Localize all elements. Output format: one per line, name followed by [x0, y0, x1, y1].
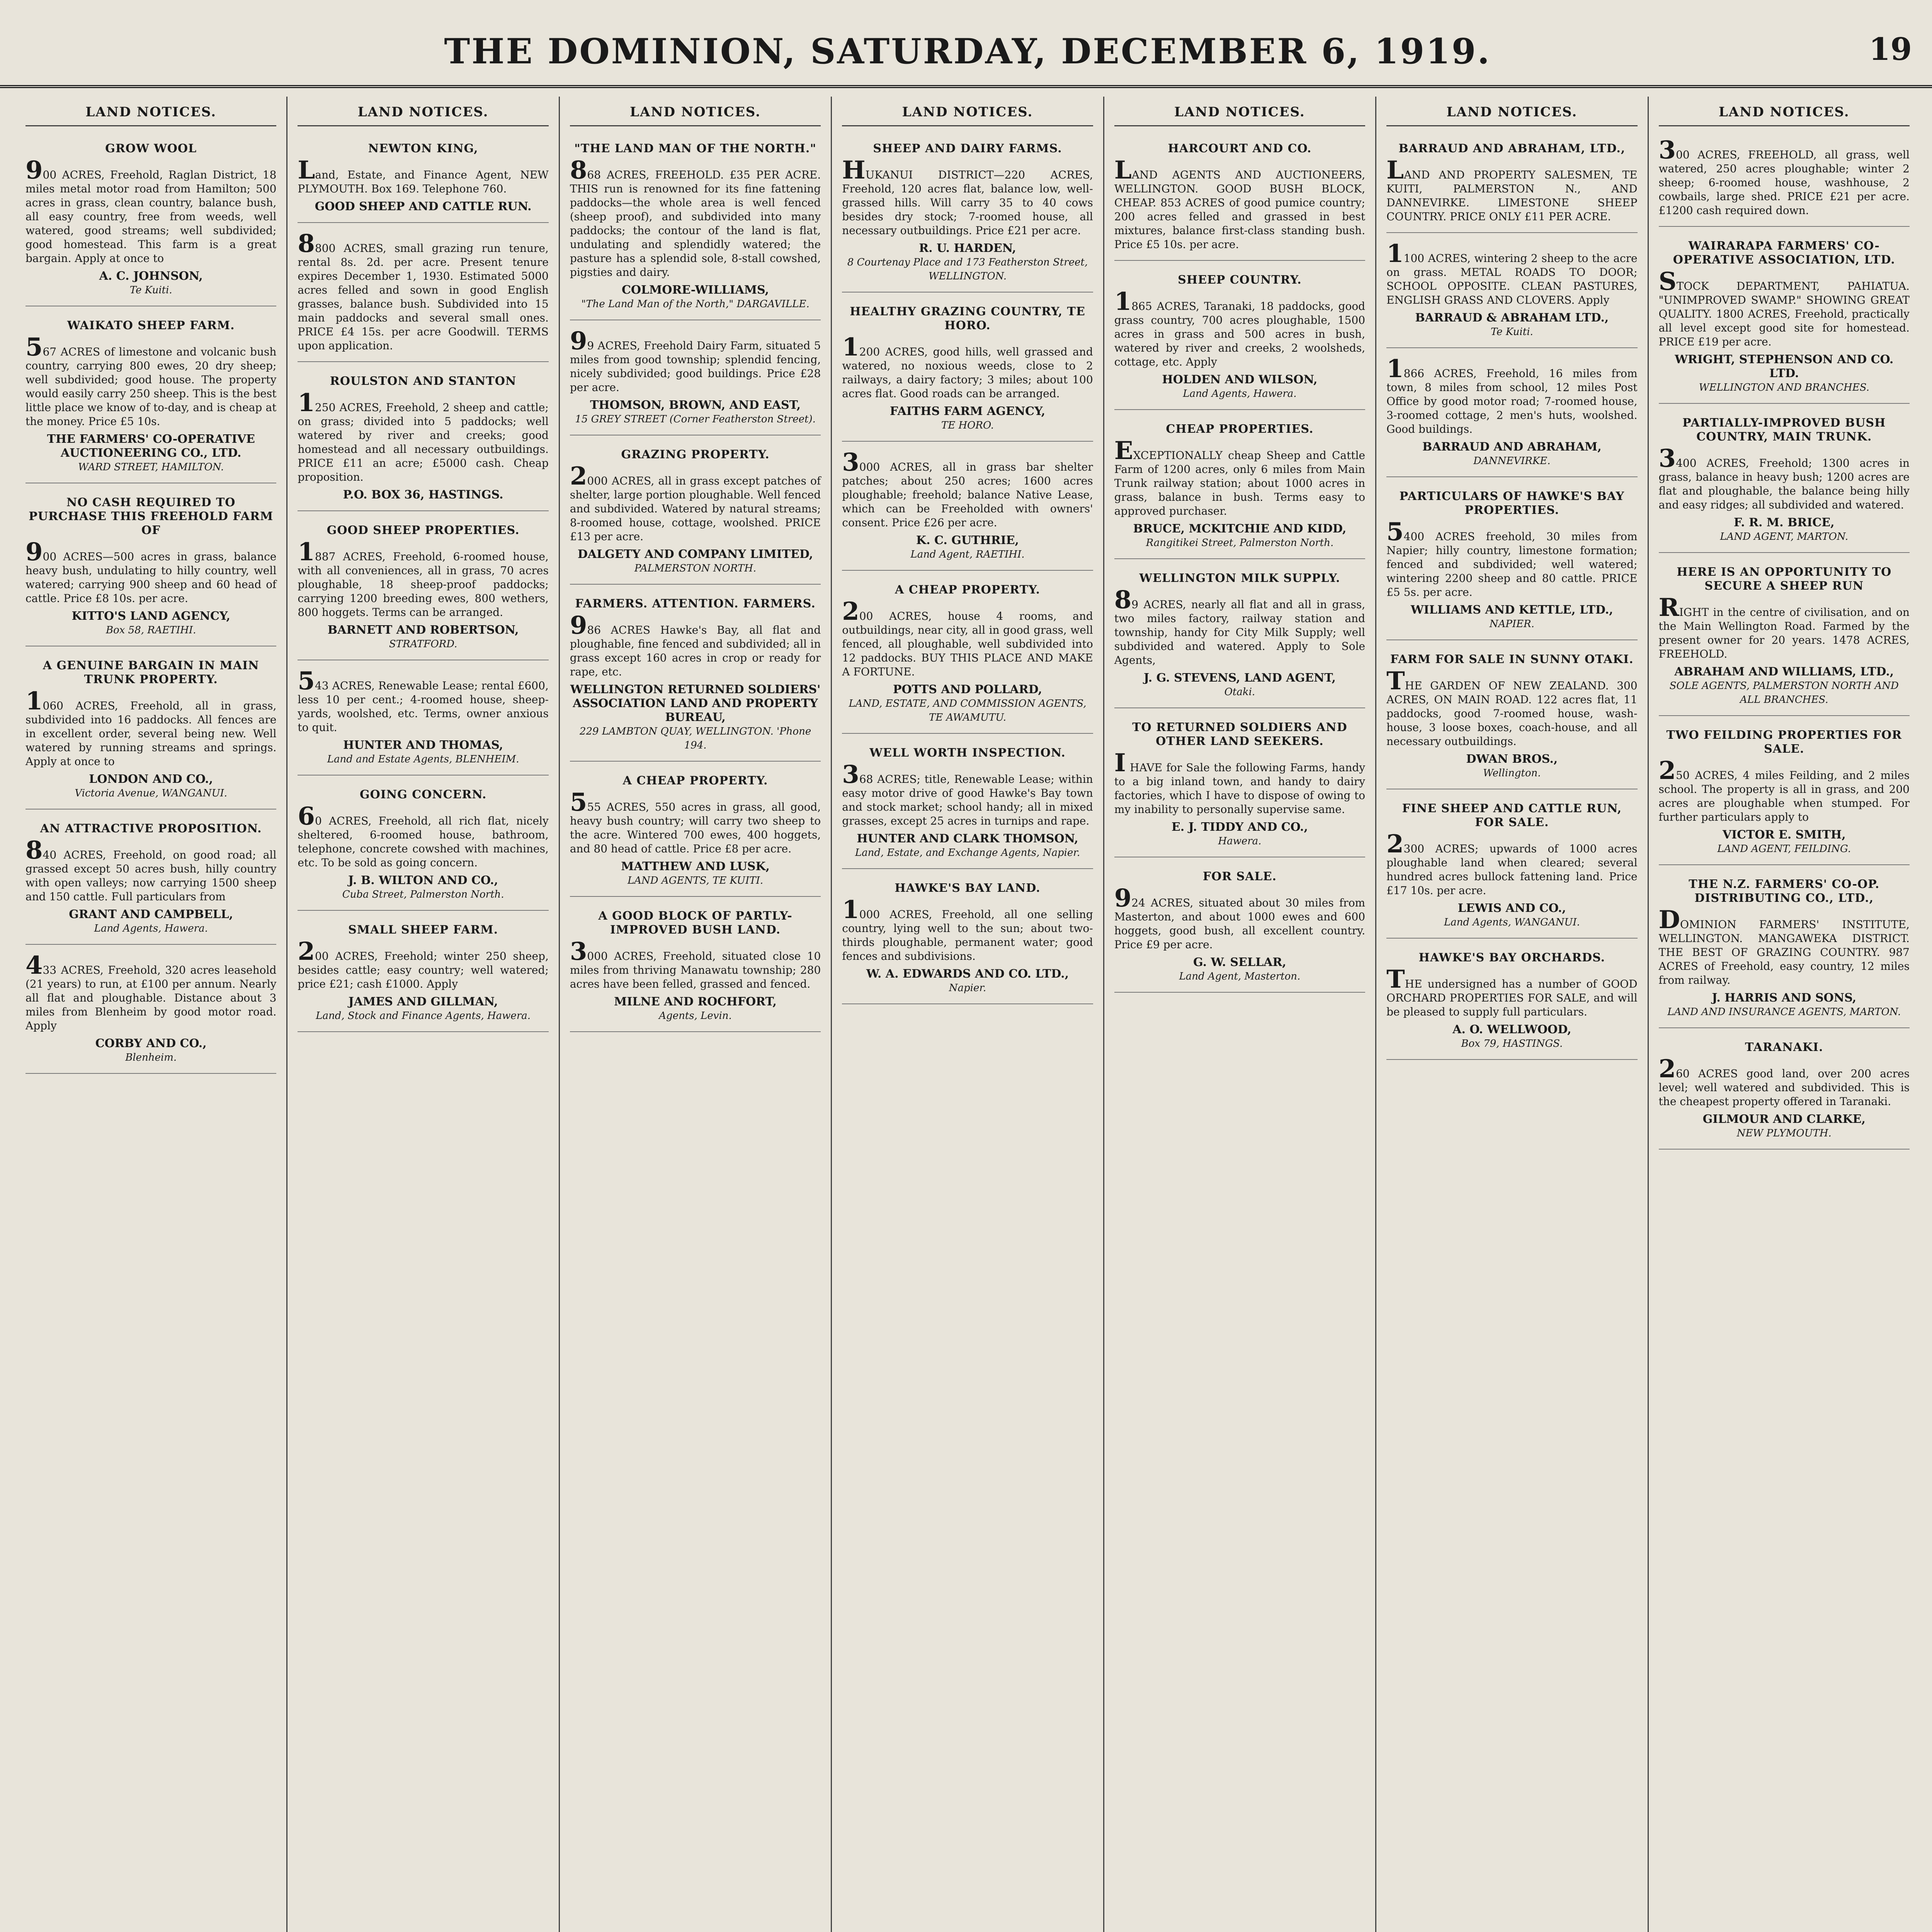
ad-agent: J. G. STEVENS, LAND AGENT, [1143, 671, 1336, 685]
ad-body: 1865 ACRES, Taranaki, 18 paddocks, good grass country, 700 acres ploughable, 1500 acres in grass and 500 acres in bush, watered by river and creeks, 2 woolsheds, cottage, etc. Apply [1114, 287, 1366, 368]
ad-body: 60 ACRES, Freehold, all rich flat, nicely sheltered, 6-roomed house, bathroom, telephone, concrete cowshed with machines, etc. To be sold as going concern. [298, 802, 549, 869]
ad-address: 15 GREY STREET (Corner Featherston Street). [575, 413, 816, 425]
ad-title: GROW WOOL [105, 142, 197, 155]
ad-title: HEALTHY GRAZING COUNTRY, TE HORO. [850, 305, 1085, 332]
ad-title: PARTICULARS OF HAWKE'S BAY PROPERTIES. [1399, 490, 1624, 517]
advertisement [570, 590, 821, 762]
ad-body: 555 ACRES, 550 acres in grass, all good, heavy bush country; will carry two sheep to the acre. Wintered 700 ewes, 400 hoggets, and 80 head of cattle. Price £8 per acre. [570, 788, 821, 855]
ad-body: RIGHT in the centre of civilisation, and on the Main Wellington Road. Farmed by the present owner for 20 years. 1478 ACRES, FREEHOLD. [1658, 593, 1910, 660]
column-1 [15, 97, 287, 1932]
ad-body: 1200 ACRES, good hills, well grassed and watered, no noxious weeds, close to 2 railways, a dairy factory; 3 miles; about 100 acres flat. Good roads can be arranged. [842, 333, 1093, 400]
advertisement [26, 312, 276, 483]
column-4 [832, 97, 1104, 1932]
ad-body: 3400 ACRES, Freehold; 1300 acres in grass, balance in heavy bush; 1200 acres are flat and ploughable, the balance being hilly and easy ridges; all subdivided and watered. [1658, 444, 1910, 511]
page-number: 19 [1869, 31, 1912, 67]
advertisement [298, 135, 548, 223]
ad-agent: BARRAUD & ABRAHAM LTD., [1415, 311, 1609, 325]
column-heading: LAND NOTICES. [1386, 104, 1637, 126]
ad-address: Land Agents, Hawera. [1183, 388, 1297, 400]
ad-address: 8 Courtenay Place and 173 Featherston Street, WELLINGTON. [847, 257, 1088, 282]
ad-body: 868 ACRES, FREEHOLD. £35 PER ACRE. THIS run is renowned for its fine fattening paddocks—the whole area is well fenced (sheep proof), and subdivided into many paddocks; the contour of the land is flat, undulating and splendidly watered; the pasture has a splendid sole, 8-stall cowshed, pigsties and dairy. [570, 156, 821, 279]
ad-body: I HAVE for Sale the following Farms, handy to a big inland town, and handy to dairy factories, which I have to dispose of owing to my inability to personally supervise same. [1114, 748, 1366, 816]
ad-title: BARRAUD AND ABRAHAM, LTD., [1398, 142, 1626, 155]
ad-address: Te Kuiti. [1490, 326, 1533, 338]
column-7 [1649, 97, 1920, 1932]
ad-title: "THE LAND MAN OF THE NORTH." [574, 142, 816, 155]
ad-agent: LONDON AND CO., [89, 772, 213, 786]
ad-body: 1250 ACRES, Freehold, 2 sheep and cattle; on grass; divided into 5 paddocks; well watered by river and creeks; good homestead and all necessary outbuildings. PRICE £11 an acre; £5000 cash. Cheap proposition. [298, 388, 549, 483]
ad-body: 2000 ACRES, all in grass except patches of shelter, large portion ploughable. Well fenced and subdivided. Watered by natural streams; 8-roomed house, cottage, woolshed. PRICE £13 per acre. [570, 462, 821, 543]
ad-agent: WRIGHT, STEPHENSON AND CO. LTD. [1675, 353, 1894, 380]
ad-title: SHEEP AND DAIRY FARMS. [873, 142, 1062, 155]
ad-address: Napier. [949, 982, 986, 994]
advertisement [1114, 415, 1365, 559]
ad-agent: BARRAUD AND ABRAHAM, [1422, 440, 1602, 454]
ad-address: Land Agent, Masterton. [1179, 971, 1301, 982]
advertisement [1114, 135, 1365, 261]
advertisement [1386, 354, 1637, 477]
ad-body: STOCK DEPARTMENT, PAHIATUA. "UNIMPROVED SWAMP." SHOWING GREAT QUALITY. 1800 ACRES, Freehold, practically all level except good site for homestead. PRICE £19 per acre. [1658, 267, 1910, 348]
masthead-title: THE DOMINION, SATURDAY, DECEMBER 6, 1919. [444, 31, 1491, 72]
ad-title: FARM FOR SALE IN SUNNY OTAKI. [1390, 653, 1634, 666]
advertisement [26, 815, 276, 945]
ad-agent: W. A. EDWARDS AND CO. LTD., [866, 967, 1069, 981]
ad-title: HARCOURT AND CO. [1168, 142, 1312, 155]
ad-body: THE GARDEN OF NEW ZEALAND. 300 ACRES, ON MAIN ROAD. 122 acres flat, 11 paddocks, good 7-roomed house, wash-house, 3 loose boxes, coach-house, and all necessary outbuildings. [1386, 667, 1638, 748]
advertisement [1659, 135, 1910, 227]
ad-body: 1060 ACRES, Freehold, all in grass, subdivided into 16 paddocks. All fences are in excellent order, several being new. Well watered by running streams and springs. Apply at once to [26, 687, 277, 768]
ad-body: DOMINION FARMERS' INSTITUTE, WELLINGTON. MANGAWEKA DISTRICT. THE BEST OF GRAZING COUNTRY. 987 ACRES of Freehold, easy country, 12 miles from railway. [1658, 905, 1910, 986]
ad-agent: DWAN BROS., [1466, 752, 1558, 766]
advertisement [1386, 135, 1637, 233]
ad-body: 900 ACRES, Freehold, Raglan District, 18 miles metal motor road from Hamilton; 500 acres in grass, clean country, balance bush, all easy country, free from weeds, well watered, good streams; well subdivided; good homestead. This farm is a great bargain. Apply at once to [26, 156, 277, 265]
ad-address: Land Agent, RAETIHI. [910, 549, 1025, 560]
advertisement [298, 666, 548, 776]
advertisement [26, 489, 276, 646]
ad-body: 200 ACRES, house 4 rooms, and outbuildings, near city, all in good grass, well fenced, all ploughable, well subdivided into 12 paddocks. BUY THIS PLACE AND MAKE A FORTUNE. [842, 597, 1093, 678]
ad-address: WELLINGTON AND BRANCHES. [1699, 382, 1869, 393]
ad-agent: WELLINGTON RETURNED SOLDIERS' ASSOCIATION LAND AND PROPERTY BUREAU, [570, 683, 821, 724]
ad-title: GOING CONCERN. [359, 788, 487, 801]
ad-agent: J. B. WILTON AND CO., [348, 874, 498, 887]
ad-address: Land, Estate, and Exchange Agents, Napier. [855, 847, 1080, 859]
ad-agent: FAITHS FARM AGENCY, [889, 405, 1046, 418]
ad-title: WELL WORTH INSPECTION. [869, 746, 1066, 760]
ad-title: HERE IS AN OPPORTUNITY TO SECURE A SHEEP RUN [1677, 565, 1892, 593]
columns [15, 97, 1920, 1932]
ad-address: Rangitikei Street, Palmerston North. [1146, 537, 1334, 549]
ad-body: 1000 ACRES, Freehold, all one selling country, lying well to the sun; about two-thirds ploughable, permanent water; good fences and subdivisions. [842, 895, 1093, 963]
ad-address: Box 79, HASTINGS. [1461, 1038, 1563, 1049]
column-heading: LAND NOTICES. [26, 104, 276, 126]
advertisement [1659, 558, 1910, 716]
ad-body: Land, Estate, and Finance Agent, NEW PLYMOUTH. Box 169. Telephone 760. [298, 156, 549, 195]
ad-agent: E. J. TIDDY AND CO., [1171, 820, 1308, 834]
ad-body: 260 ACRES good land, over 200 acres level; well watered and subdivided. This is the cheapest property offered in Taranaki. [1658, 1054, 1910, 1108]
ad-address: 229 LAMBTON QUAY, WELLINGTON. 'Phone 194. [579, 726, 811, 751]
ad-title: HAWKE'S BAY LAND. [895, 881, 1041, 895]
column-5 [1104, 97, 1376, 1932]
advertisement [842, 576, 1093, 734]
advertisement [1386, 646, 1637, 789]
ad-body: 840 ACRES, Freehold, on good road; all grassed except 50 acres bush, hilly country with open valleys; now carrying 1500 sheep and 150 cattle. Full particulars from [26, 836, 277, 903]
ad-body: 300 ACRES, FREEHOLD, all grass, well watered, 250 acres ploughable; winter 2 sheep; 6-roomed house, washhouse, 2 cowbails, large shed. PRICE £21 per acre. £1200 cash required down. [1658, 136, 1910, 217]
advertisement [298, 781, 548, 911]
ad-agent: P.O. BOX 36, HASTINGS. [343, 488, 503, 502]
column-heading: LAND NOTICES. [1114, 104, 1365, 126]
ad-title: HAWKE'S BAY ORCHARDS. [1418, 951, 1605, 964]
ad-title: WAIRARAPA FARMERS' CO-OPERATIVE ASSOCIATION, LTD. [1673, 239, 1895, 267]
column-heading: LAND NOTICES. [1659, 104, 1910, 126]
ad-agent: ABRAHAM AND WILLIAMS, LTD., [1674, 665, 1894, 679]
ad-title: ROULSTON AND STANTON [330, 374, 517, 388]
ad-address: LAND AGENT, FEILDING. [1717, 843, 1851, 855]
ad-address: Box 58, RAETIHI. [105, 624, 196, 636]
ad-agent: MILNE AND ROCHFORT, [614, 995, 777, 1009]
ad-agent: HOLDEN AND WILSON, [1162, 373, 1318, 386]
ad-address: Te Kuiti. [129, 284, 172, 296]
ad-address: Cuba Street, Palmerston North. [342, 889, 504, 900]
ad-title: A CHEAP PROPERTY. [622, 774, 768, 787]
column-6 [1376, 97, 1648, 1932]
ad-agent: HUNTER AND CLARK THOMSON, [857, 832, 1078, 845]
ad-agent: K. C. GUTHRIE, [916, 534, 1019, 547]
ad-agent: HUNTER AND THOMAS, [343, 738, 503, 752]
advertisement [1659, 232, 1910, 404]
ad-body: LAND AND PROPERTY SALESMEN, TE KUITI, PALMERSTON N., AND DANNEVIRKE. LIMESTONE SHEEP COUNTRY. PRICE ONLY £11 PER ACRE. [1386, 156, 1638, 223]
ad-title: WELLINGTON MILK SUPPLY. [1139, 571, 1340, 585]
column-2 [287, 97, 560, 1932]
ad-body: 1866 ACRES, Freehold, 16 miles from town, 8 miles from school, 12 miles Post Office by good motor road; 7-roomed house, 3-roomed cottage, 2 men's huts, woolshed. Good buildings. [1386, 354, 1638, 435]
ad-title: A GOOD BLOCK OF PARTLY-IMPROVED BUSH LAND. [598, 909, 793, 937]
advertisement [298, 228, 548, 362]
ad-title: FINE SHEEP AND CATTLE RUN, FOR SALE. [1402, 802, 1622, 829]
ad-title: CHEAP PROPERTIES. [1166, 422, 1314, 436]
ad-title: NEWTON KING, [368, 142, 478, 155]
ad-body: 543 ACRES, Renewable Lease; rental £600, less 10 per cent.; 4-roomed house, sheep-yards, woolshed, etc. Terms, owner anxious to quit. [298, 667, 549, 734]
ad-title: A GENUINE BARGAIN IN MAIN TRUNK PROPERTY. [43, 659, 259, 686]
ad-body: 433 ACRES, Freehold, 320 acres leasehold (21 years) to run, at £100 per annum. Nearly all flat and ploughable. Distance about 3 miles from Blenheim by good motor road. Apply [26, 951, 277, 1032]
advertisement [570, 326, 821, 435]
ad-body: EXCEPTIONALLY cheap Sheep and Cattle Farm of 1200 acres, only 6 miles from Main Trunk railway station; about 1000 acres in grass, balance in bush. Terms easy to approved purchaser. [1114, 436, 1366, 517]
ad-agent: J. HARRIS AND SONS, [1712, 991, 1857, 1005]
ad-title: AN ATTRACTIVE PROPOSITION. [40, 822, 262, 835]
ad-agent: GRANT AND CAMPBELL, [69, 908, 233, 921]
ad-title: TARANAKI. [1745, 1041, 1823, 1054]
advertisement [1659, 409, 1910, 553]
advertisement [1386, 944, 1637, 1060]
ad-body: 5400 ACRES freehold, 30 miles from Napier; hilly country, limestone formation; fenced and subdivided; well watered; wintering 2200 sheep and 80 cattle. PRICE £5 5s. per acre. [1386, 517, 1638, 599]
ad-agent: VICTOR E. SMITH, [1722, 828, 1846, 842]
ad-title: SMALL SHEEP FARM. [348, 923, 498, 937]
ad-address: "The Land Man of the North," DARGAVILLE. [581, 298, 810, 310]
advertisement [1386, 795, 1637, 939]
advertisement [842, 135, 1093, 293]
ad-agent: A. O. WELLWOOD, [1452, 1023, 1571, 1036]
ad-title: A CHEAP PROPERTY. [895, 583, 1040, 597]
ad-address: PALMERSTON NORTH. [634, 563, 757, 574]
ad-address: DANNEVIRKE. [1473, 455, 1551, 467]
ad-title: GRAZING PROPERTY. [621, 448, 770, 461]
column-heading: LAND NOTICES. [570, 104, 821, 126]
ad-address: NEW PLYMOUTH. [1736, 1128, 1832, 1139]
column-heading: LAND NOTICES. [842, 104, 1093, 126]
ad-body: HUKANUI DISTRICT—220 ACRES, Freehold, 120 acres flat, balance low, well-grassed hills. Will carry 35 to 40 cows besides dry stock; 7-roomed house, all necessary outbuildings. Price £21 per acre. [842, 156, 1093, 237]
advertisement [570, 767, 821, 897]
ad-agent: WILLIAMS AND KETTLE, LTD., [1410, 603, 1613, 617]
advertisement [298, 916, 548, 1032]
advertisement [570, 902, 821, 1032]
ad-title: GOOD SHEEP PROPERTIES. [327, 524, 520, 537]
ad-agent: THE FARMERS' CO-OPERATIVE AUCTIONEERING CO., LTD. [47, 432, 255, 460]
ad-body: 924 ACRES, situated about 30 miles from Masterton, and about 1000 ewes and 600 hoggets, good bush, all excellent country. Price £9 per acre. [1114, 884, 1366, 951]
ad-title: WAIKATO SHEEP FARM. [67, 319, 235, 332]
advertisement [570, 441, 821, 585]
ad-agent: THOMSON, BROWN, AND EAST, [590, 398, 801, 412]
ad-body: 1887 ACRES, Freehold, 6-roomed house, with all conveniences, all in grass, 70 acres ploughable, 18 sheep-proof paddocks; carrying 1200 breeding ewes, 800 wethers, 800 hoggets. Terms can be arranged. [298, 537, 549, 619]
ad-agent: POTTS AND POLLARD, [893, 683, 1042, 696]
column-heading: LAND NOTICES. [298, 104, 548, 126]
ad-body: 1100 ACRES, wintering 2 sheep to the acre on grass. METAL ROADS TO DOOR; SCHOOL OPPOSITE. CLEAN PASTURES, ENGLISH GRASS AND CLOVERS. Apply [1386, 239, 1638, 306]
ad-body: 99 ACRES, Freehold Dairy Farm, situated 5 miles from good township; splendid fencing, nicely subdivided; good buildings. Price £28 per acre. [570, 327, 821, 394]
advertisement [1114, 714, 1365, 857]
ad-body: 368 ACRES; title, Renewable Lease; within easy motor drive of good Hawke's Bay town and stock market; school handy; all in mixed grasses, except 25 acres in turnips and rape. [842, 760, 1093, 827]
ad-body: 900 ACRES—500 acres in grass, balance heavy bush, undulating to hilly country, well watered; carrying 900 sheep and 60 head of cattle. Price £8 10s. per acre. [26, 537, 277, 605]
advertisement [1114, 266, 1365, 410]
ad-address: Land Agents, WANGANUI. [1444, 917, 1580, 928]
advertisement [1659, 1034, 1910, 1150]
column-3 [560, 97, 832, 1932]
advertisement [26, 652, 276, 810]
ad-address: Victoria Avenue, WANGANUI. [75, 787, 228, 799]
advertisement [1659, 871, 1910, 1028]
masthead [0, 15, 1932, 88]
ad-agent: COLMORE-WILLIAMS, [622, 283, 769, 297]
ad-address: Agents, Levin. [659, 1010, 732, 1022]
advertisement [1386, 238, 1637, 348]
ad-address: LAND AND INSURANCE AGENTS, MARTON. [1667, 1006, 1901, 1018]
ad-address: Hawera. [1218, 835, 1262, 847]
ad-agent: R. U. HARDEN, [919, 242, 1016, 255]
ad-body: 200 ACRES, Freehold; winter 250 sheep, besides cattle; easy country; well watered; price £21; cash £1000. Apply [298, 937, 549, 990]
ad-agent: BARNETT AND ROBERTSON, [327, 623, 519, 637]
ad-body: 567 ACRES of limestone and volcanic bush country, carrying 800 ewes, 20 dry sheep; well subdivided; good house. The property would easily carry 250 sheep. This is the best little place we know of to-day, and is cheap at the money. Price £5 10s. [26, 333, 277, 428]
ad-title: FOR SALE. [1202, 870, 1277, 883]
ad-agent: MATTHEW AND LUSK, [621, 860, 770, 873]
ad-address: TE HORO. [941, 420, 994, 431]
advertisement [1114, 565, 1365, 708]
advertisement [842, 739, 1093, 869]
ad-title: FARMERS. ATTENTION. FARMERS. [575, 597, 816, 611]
ad-agent: F. R. M. BRICE, [1733, 516, 1835, 529]
ad-title: NO CASH REQUIRED TO PURCHASE THIS FREEHOLD FARM OF [29, 496, 274, 537]
ad-agent: LEWIS AND CO., [1458, 901, 1566, 915]
advertisement [842, 874, 1093, 1004]
ad-agent: CORBY AND CO., [95, 1037, 207, 1050]
ad-address: WARD STREET, HAMILTON. [78, 461, 224, 473]
ad-address: STRATFORD. [389, 638, 457, 650]
ad-address: Otaki. [1224, 686, 1255, 698]
advertisement [298, 517, 548, 660]
ad-agent: G. W. SELLAR, [1193, 956, 1286, 969]
ad-address: Land, Stock and Finance Agents, Hawera. [316, 1010, 531, 1022]
ad-body: 89 ACRES, nearly all flat and all in grass, two miles factory, railway station and township, handy for City Milk Supply; well subdivided and watered. Apply to Sole Agents, [1114, 585, 1366, 667]
ad-body: LAND AGENTS AND AUCTIONEERS, WELLINGTON. GOOD BUSH BLOCK, CHEAP. 853 ACRES of good pumice country; 200 acres felled and grassed in best mixtures, balance first-class standing bush. Price £5 10s. per acre. [1114, 156, 1366, 251]
ad-body: 250 ACRES, 4 miles Feilding, and 2 miles school. The property is all in grass, and 200 acres are ploughable when stumped. For further particulars apply to [1658, 756, 1910, 823]
ad-address: Wellington. [1483, 767, 1541, 779]
ad-address: SOLE AGENTS, PALMERSTON NORTH AND ALL BRANCHES. [1669, 680, 1899, 706]
ad-body: 2300 ACRES; upwards of 1000 acres ploughable land when cleared; several hundred acres bullock fattening land. Price £17 10s. per acre. [1386, 830, 1638, 897]
ad-title: THE N.Z. FARMERS' CO-OP. DISTRIBUTING CO., LTD., [1689, 878, 1880, 905]
advertisement [842, 298, 1093, 442]
advertisement [842, 447, 1093, 571]
ad-agent: BRUCE, MCKITCHIE AND KIDD, [1133, 522, 1347, 536]
ad-body: 986 ACRES Hawke's Bay, all flat and ploughable, fine fenced and subdivided; all in grass except 160 acres in crop or ready for rape, etc. [570, 611, 821, 678]
ad-body: THE undersigned has a number of GOOD ORCHARD PROPERTIES FOR SALE, and will be pleased to supply full particulars. [1386, 965, 1638, 1018]
ad-address: Land Agents, Hawera. [94, 923, 208, 934]
advertisement [570, 135, 821, 320]
advertisement [1386, 483, 1637, 640]
ad-body: 3000 ACRES, all in grass bar shelter patches; about 250 acres; 1600 acres ploughable; freehold; balance Native Lease, which can be Freeholded with owners' consent. Price £26 per acre. [842, 448, 1093, 529]
ad-address: LAND AGENTS, TE KUITI. [628, 875, 764, 886]
advertisement [26, 950, 276, 1074]
ad-address: Land and Estate Agents, BLENHEIM. [327, 753, 519, 765]
ad-agent: KITTO'S LAND AGENCY, [71, 609, 230, 623]
ad-title: TWO FEILDING PROPERTIES FOR SALE. [1666, 728, 1902, 756]
advertisement [26, 135, 276, 306]
ad-body: 3000 ACRES, Freehold, situated close 10 miles from thriving Manawatu township; 280 acres have been felled, grassed and fenced. [570, 937, 821, 990]
ad-body: 8800 ACRES, small grazing run tenure, rental 8s. 2d. per acre. Present tenure expires December 1, 1930. Estimated 5000 acres felled and sown in good English grasses, balance bush. Subdivided into 15 main paddocks and several small ones. PRICE £4 15s. per acre Goodwill. TERMS upon application. [298, 229, 549, 352]
ad-address: Blenheim. [125, 1052, 177, 1063]
advertisement [1114, 863, 1365, 993]
ad-address: LAND, ESTATE, AND COMMISSION AGENTS, TE AWAMUTU. [849, 698, 1087, 723]
ad-address: LAND AGENT, MARTON. [1720, 531, 1849, 543]
advertisement [1659, 721, 1910, 865]
ad-agent: A. C. JOHNSON, [99, 269, 203, 283]
ad-title: PARTIALLY-IMPROVED BUSH COUNTRY, MAIN TRUNK. [1682, 416, 1886, 444]
ad-agent: DALGETY AND COMPANY LIMITED, [577, 548, 813, 561]
ad-address: NAPIER. [1489, 618, 1534, 630]
ad-agent: GILMOUR AND CLARKE, [1702, 1112, 1866, 1126]
ad-title: TO RETURNED SOLDIERS AND OTHER LAND SEEKERS. [1132, 721, 1347, 748]
advertisement [298, 367, 548, 511]
ad-agent: JAMES AND GILLMAN, [348, 995, 498, 1009]
ad-agent: GOOD SHEEP AND CATTLE RUN. [315, 200, 532, 213]
ad-title: SHEEP COUNTRY. [1178, 273, 1302, 287]
